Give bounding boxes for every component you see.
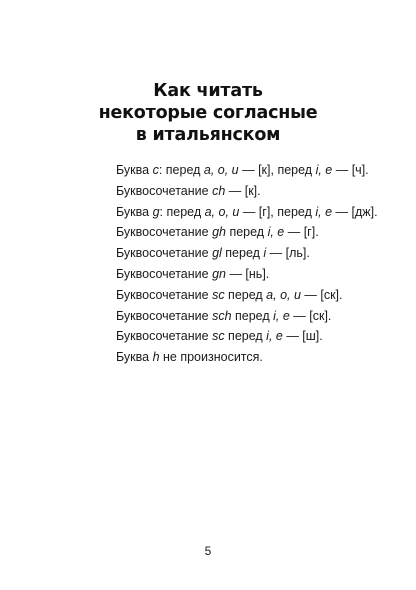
rule-letters: gn: [212, 266, 226, 281]
rule-letters: i: [263, 246, 267, 261]
rule-text: перед: [231, 308, 274, 323]
rule-letters: a, o, u: [266, 287, 301, 302]
rule-text: — [ч].: [332, 163, 369, 177]
rule-text: перед: [224, 287, 267, 302]
rule-letters: i, e: [267, 225, 285, 240]
rule-text: — [г].: [284, 225, 319, 240]
rule-letters: g: [152, 204, 160, 219]
rule-letters: ch: [212, 183, 226, 198]
rule-text: перед: [224, 329, 267, 344]
rule-text: Буквосочетание: [116, 287, 213, 302]
rule-text: Буква: [116, 163, 153, 177]
rule-text: не произносится.: [159, 350, 263, 365]
rule-letters: i, e: [315, 204, 333, 219]
rule-item: [116, 264, 406, 285]
rule-letters: a, o, u: [204, 204, 240, 219]
page-title: [0, 80, 416, 146]
rule-letters: sc: [212, 329, 225, 344]
title-line: в итальянском: [135, 124, 281, 145]
rule-text: — [ль].: [266, 246, 310, 261]
rule-text: Буквосочетание: [116, 266, 213, 281]
rule-text: Буква: [116, 350, 153, 365]
rule-letters: c: [152, 163, 159, 177]
rule-text: Буквосочетание: [116, 246, 213, 261]
rule-text: — [ш].: [282, 329, 323, 344]
rule-letters: i, e: [273, 308, 290, 323]
rule-text: перед: [221, 246, 264, 261]
page-number: 5: [204, 544, 212, 558]
title-line: некоторые согласные: [98, 102, 318, 123]
rule-letters: sch: [212, 308, 232, 323]
rule-letters: i, e: [266, 329, 283, 344]
rule-item: [116, 347, 406, 368]
rule-item: [116, 306, 406, 327]
rule-text: — [к], перед: [238, 163, 316, 177]
rule-text: — [ск].: [289, 308, 332, 323]
rule-item: [116, 181, 406, 202]
rule-text: Буквосочетание: [116, 329, 213, 344]
rule-item: [116, 222, 406, 243]
rule-letters: gh: [212, 225, 226, 240]
rule-item: [116, 326, 406, 347]
rule-letters: sc: [212, 287, 225, 302]
rule-letters: a, o, u: [203, 163, 239, 177]
title-line: Как читать: [153, 80, 263, 101]
pronunciation-rules-list: [116, 160, 406, 368]
rule-item: [116, 202, 406, 223]
rule-letters: i, e: [315, 163, 333, 177]
rule-text: — [к].: [225, 183, 261, 198]
rule-text: : перед: [158, 163, 204, 177]
rule-text: Буквосочетание: [116, 225, 213, 240]
rule-item: [116, 243, 406, 264]
rule-text: — [г], перед: [239, 204, 316, 219]
rule-text: : перед: [159, 204, 205, 219]
rule-item: [116, 285, 406, 306]
rule-text: — [дж].: [332, 204, 378, 219]
rule-letters: gl: [212, 246, 222, 261]
rule-text: — [нь].: [225, 266, 270, 281]
rule-text: перед: [225, 225, 268, 240]
rule-letters: h: [152, 350, 160, 365]
rule-item: [116, 160, 406, 181]
rule-text: Буквосочетание: [116, 183, 213, 198]
rule-text: Буквосочетание: [116, 308, 213, 323]
rule-text: — [ск].: [300, 287, 343, 302]
rule-text: Буква: [116, 204, 153, 219]
